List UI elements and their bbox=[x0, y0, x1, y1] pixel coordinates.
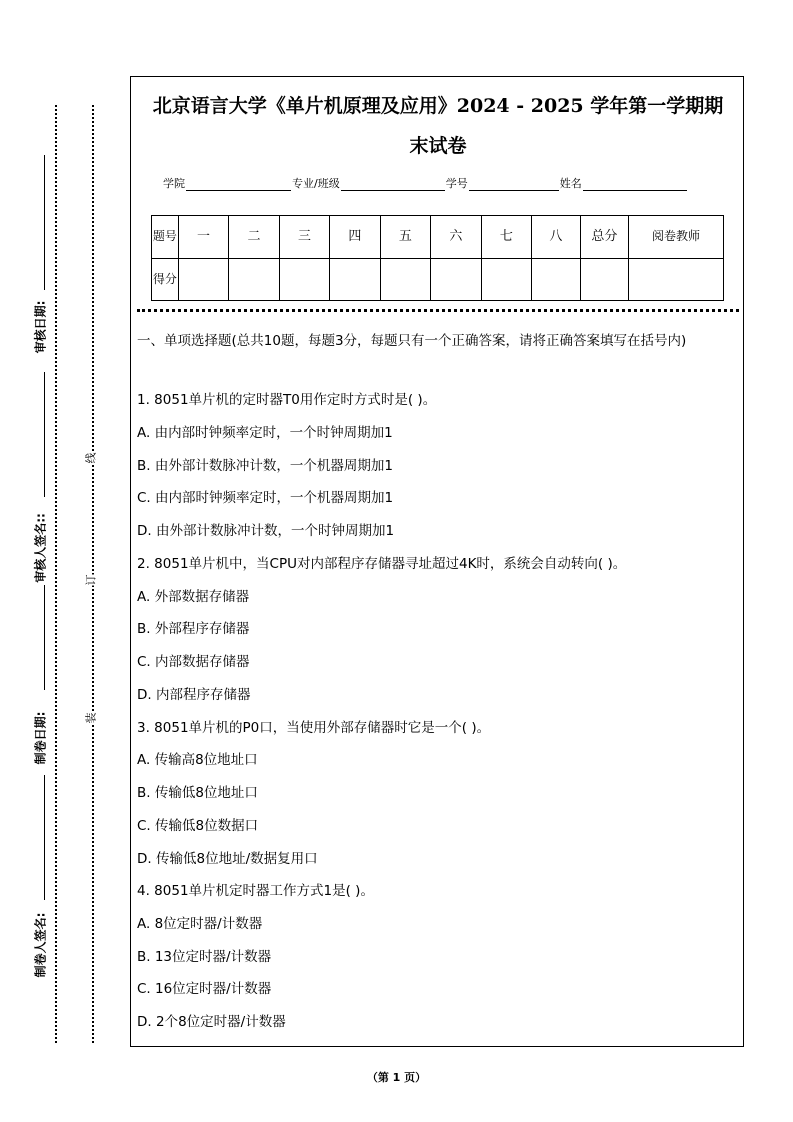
exam-frame bbox=[130, 76, 744, 1047]
review-date-label: 审核日期: bbox=[33, 300, 48, 354]
name-label: 姓名 bbox=[559, 177, 582, 190]
score-header-cell: 八 bbox=[532, 216, 581, 259]
major-class-field[interactable] bbox=[341, 178, 445, 191]
score-cell[interactable] bbox=[532, 258, 581, 301]
score-header-cell: 七 bbox=[481, 216, 531, 259]
signature-underline bbox=[44, 372, 45, 497]
question-4-option-a: A. 8位定时器/计数器 bbox=[137, 916, 263, 932]
exam-title-line1: 北京语言大学《单片机原理及应用》2024 - 2025 学年第一学期期 bbox=[152, 95, 724, 117]
score-cell[interactable] bbox=[431, 258, 481, 301]
college-field[interactable] bbox=[186, 178, 291, 191]
score-table bbox=[151, 215, 724, 301]
question-1-option-a: A. 由内部时钟频率定时，一个时钟周期加1 bbox=[137, 425, 393, 441]
score-header-cell: 总分 bbox=[580, 216, 629, 259]
question-3-option-a: A. 传输高8位地址口 bbox=[137, 752, 258, 768]
student-id-field[interactable] bbox=[469, 178, 559, 191]
signature-underline bbox=[44, 585, 45, 690]
paper-maker-signature-label: 制卷人签名: bbox=[33, 912, 48, 978]
score-header-cell: 一 bbox=[178, 216, 228, 259]
question-2-option-c: C. 内部数据存储器 bbox=[137, 654, 250, 670]
score-header-cell: 题号 bbox=[152, 216, 179, 259]
signature-dotted-line bbox=[55, 105, 57, 1043]
signature-underline bbox=[44, 155, 45, 290]
paper-date-label: 制卷日期: bbox=[33, 711, 48, 765]
section-heading: 一、单项选择题(总共10题，每题3分，每题只有一个正确答案，请将正确答案填写在括号内) bbox=[137, 333, 687, 349]
score-cell[interactable] bbox=[481, 258, 531, 301]
score-cell[interactable] bbox=[629, 258, 724, 301]
exam-title-line2: 末试卷 bbox=[409, 135, 467, 157]
binding-char-ding: 订 bbox=[81, 575, 101, 586]
score-cell[interactable] bbox=[330, 258, 380, 301]
question-3-option-b: B. 传输低8位地址口 bbox=[137, 785, 258, 801]
score-header-cell: 二 bbox=[229, 216, 279, 259]
question-4: 4. 8051单片机定时器工作方式1是( )。 bbox=[137, 883, 374, 899]
score-cell[interactable] bbox=[279, 258, 329, 301]
student-info-row bbox=[163, 175, 688, 191]
question-4-option-c: C. 16位定时器/计数器 bbox=[137, 981, 272, 997]
question-3: 3. 8051单片机的P0口，当使用外部存储器时它是一个( )。 bbox=[137, 720, 491, 736]
binding-char-zhuang: 装 bbox=[81, 713, 101, 724]
score-table-score-row bbox=[152, 258, 724, 301]
signature-underline bbox=[44, 775, 45, 900]
score-header-cell: 六 bbox=[431, 216, 481, 259]
score-cell[interactable] bbox=[380, 258, 430, 301]
college-label: 学院 bbox=[163, 177, 185, 190]
question-2-option-d: D. 内部程序存储器 bbox=[137, 687, 251, 703]
question-3-option-d: D. 传输低8位地址/数据复用口 bbox=[137, 851, 318, 867]
question-1: 1. 8051单片机的定时器T0用作定时方式时是( )。 bbox=[137, 392, 437, 408]
dotted-separator bbox=[137, 309, 739, 312]
question-2: 2. 8051单片机中，当CPU对内部程序存储器寻址超过4K时，系统会自动转向( )。 bbox=[137, 556, 627, 572]
score-header-cell: 五 bbox=[380, 216, 430, 259]
question-2-option-a: A. 外部数据存储器 bbox=[137, 589, 250, 605]
binding-char-xian: 线 bbox=[81, 453, 101, 464]
question-4-option-b: B. 13位定时器/计数器 bbox=[137, 949, 272, 965]
reviewer-signature-label: 审核人签名:: bbox=[33, 513, 48, 583]
score-header-cell: 三 bbox=[279, 216, 329, 259]
score-row-label: 得分 bbox=[152, 258, 179, 301]
question-2-option-b: B. 外部程序存储器 bbox=[137, 621, 250, 637]
page-number: （第 1 页） bbox=[366, 1071, 427, 1084]
score-header-cell: 四 bbox=[330, 216, 380, 259]
question-4-option-d: D. 2个8位定时器/计数器 bbox=[137, 1014, 286, 1030]
score-cell[interactable] bbox=[229, 258, 279, 301]
question-1-option-d: D. 由外部计数脉冲计数，一个时钟周期加1 bbox=[137, 523, 395, 539]
score-table-header-row bbox=[152, 216, 724, 259]
score-cell[interactable] bbox=[580, 258, 629, 301]
student-id-label: 学号 bbox=[445, 177, 468, 190]
question-1-option-c: C. 由内部时钟频率定时，一个机器周期加1 bbox=[137, 490, 394, 506]
score-cell[interactable] bbox=[178, 258, 228, 301]
question-3-option-c: C. 传输低8位数据口 bbox=[137, 818, 259, 834]
name-field[interactable] bbox=[583, 178, 687, 191]
question-1-option-b: B. 由外部计数脉冲计数，一个机器周期加1 bbox=[137, 458, 393, 474]
major-class-label: 专业/班级 bbox=[292, 177, 340, 190]
score-header-cell: 阅卷教师 bbox=[629, 216, 724, 259]
